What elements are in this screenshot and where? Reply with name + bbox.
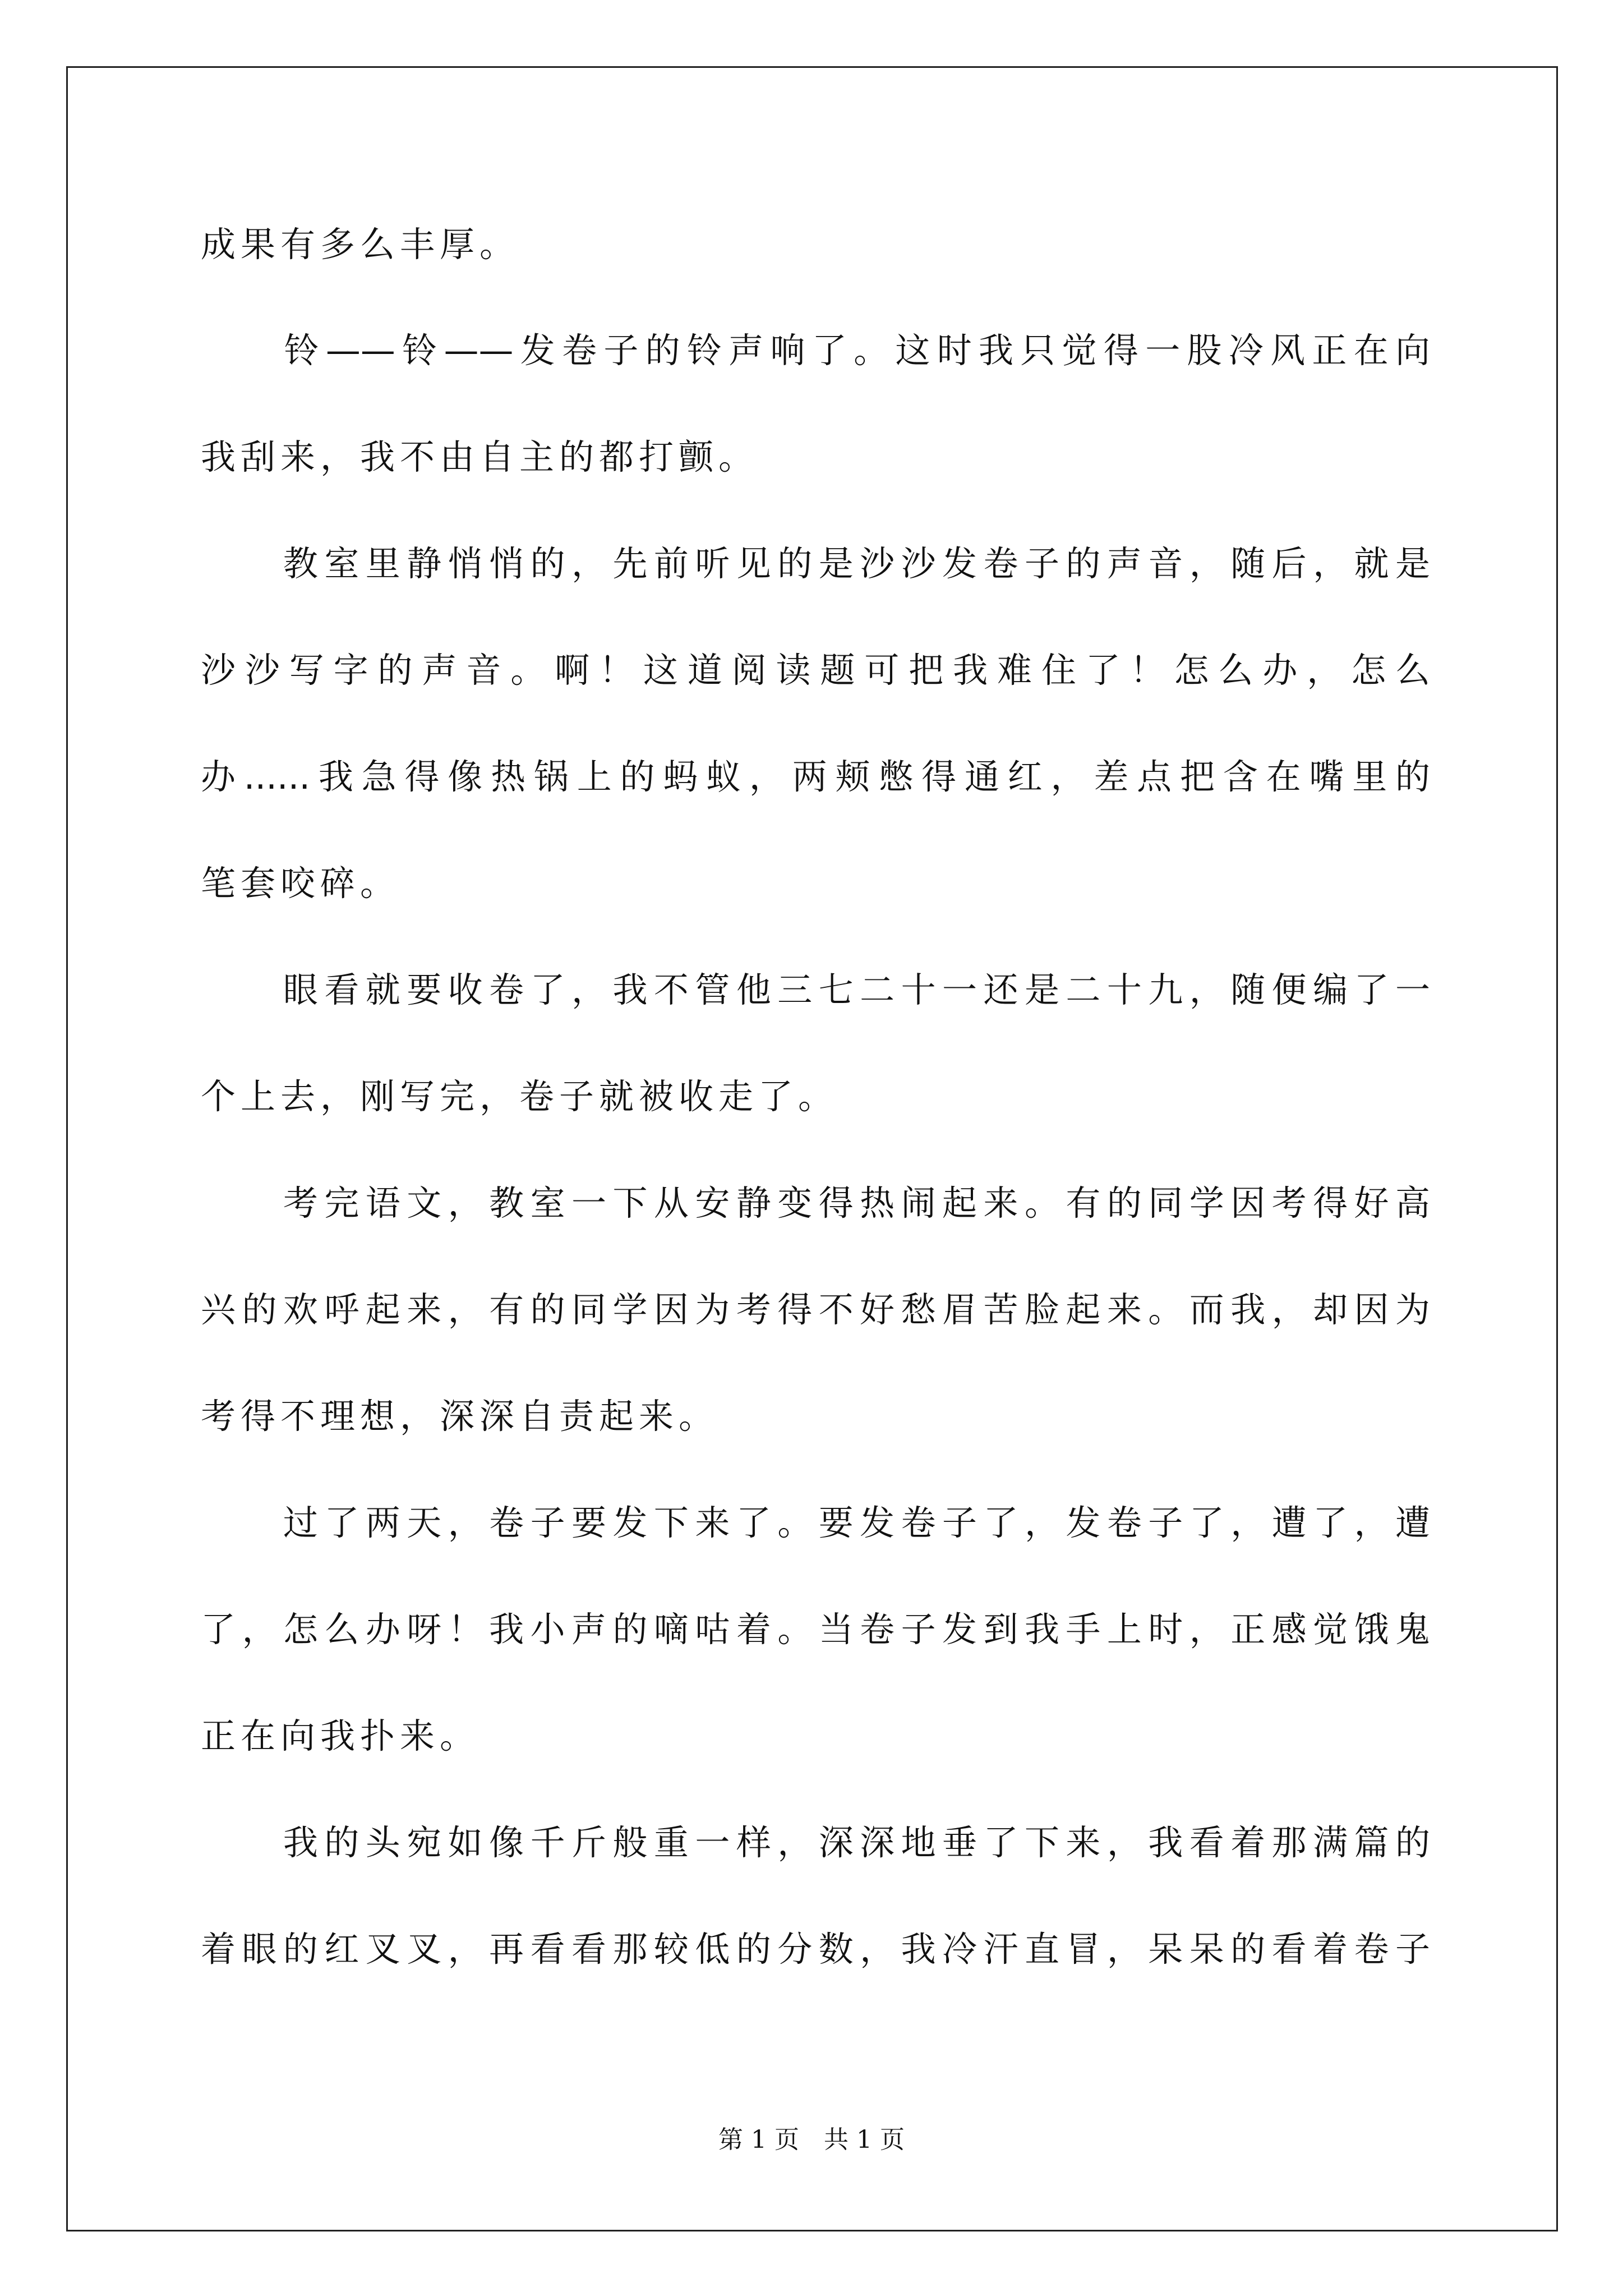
- text-line: 正在向我扑来。: [201, 1715, 480, 1756]
- text-line: 教室里静悄悄的，先前听见的是沙沙发卷子的声音，随后，就是: [201, 543, 1430, 584]
- text-line: 考完语文，教室一下从安静变得热闹起来。有的同学因考得好高: [201, 1182, 1430, 1223]
- page-border: [66, 66, 1558, 2231]
- page-footer: [0, 2123, 1623, 2157]
- text-line: 笔套咬碎。: [201, 863, 400, 904]
- text-line: 考得不理想，深深自责起来。: [201, 1396, 719, 1437]
- text-line: 个上去，刚写完，卷子就被收走了。: [201, 1076, 838, 1117]
- text-line: 过了两天，卷子要发下来了。要发卷子了，发卷子了，遭了，遭: [201, 1502, 1430, 1543]
- page-number-label: 第 1 页 共 1 页: [718, 2125, 905, 2154]
- text-line: 我的头宛如像千斤般重一样，深深地垂了下来，我看着那满篇的: [201, 1822, 1430, 1863]
- text-line: 铃——铃——发卷子的铃声响了。这时我只觉得一股冷风正在向: [201, 330, 1430, 371]
- text-line: 了，怎么办呀！我小声的嘀咕着。当卷子发到我手上时，正感觉饿鬼: [201, 1609, 1430, 1650]
- text-line: 沙沙写字的声音。啊！这道阅读题可把我难住了！怎么办，怎么: [201, 650, 1430, 691]
- text-line: 成果有多么丰厚。: [201, 224, 520, 265]
- text-line: 兴的欢呼起来，有的同学因为考得不好愁眉苦脸起来。而我，却因为: [201, 1289, 1430, 1330]
- text-line: 办......我急得像热锅上的蚂蚁，两颊憋得通红，差点把含在嘴里的: [201, 756, 1430, 797]
- text-line: 眼看就要收卷了，我不管他三七二十一还是二十九，随便编了一: [201, 969, 1430, 1010]
- text-line: 着眼的红叉叉，再看看那较低的分数，我冷汗直冒，呆呆的看着卷子: [201, 1929, 1430, 1970]
- text-line: 我刮来，我不由自主的都打颤。: [201, 436, 759, 477]
